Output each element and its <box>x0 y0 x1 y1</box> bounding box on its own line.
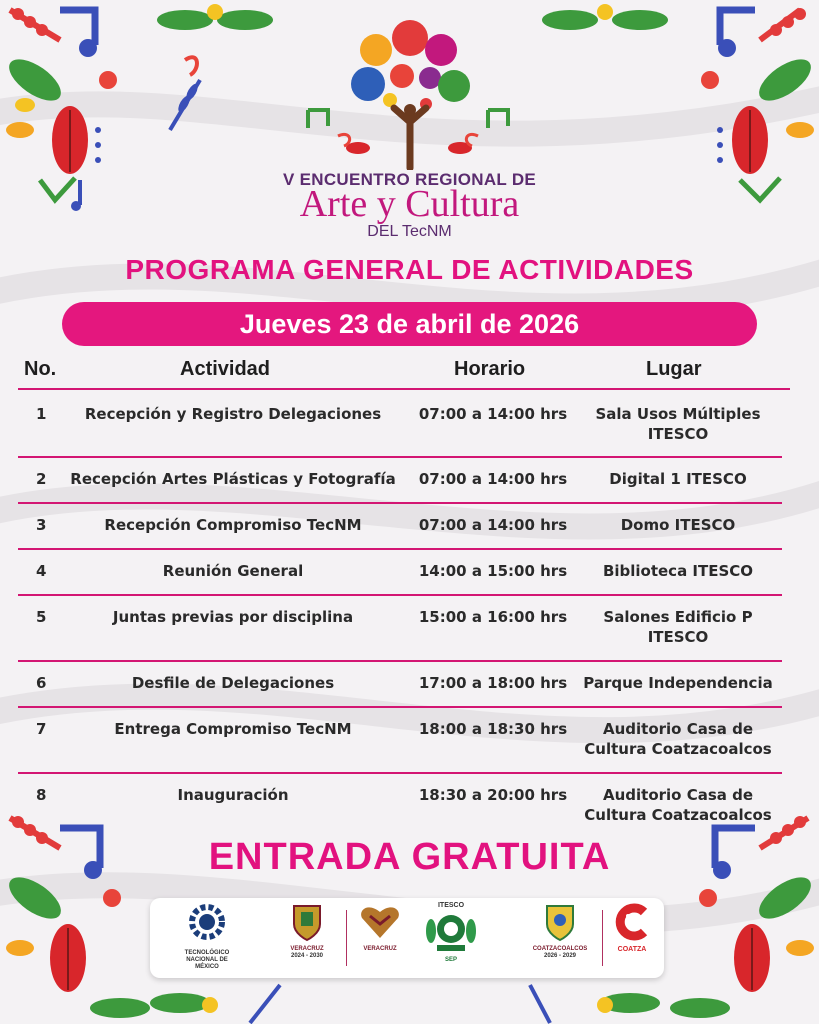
row-activity: Reunión General <box>162 562 304 580</box>
event-edition-line: V ENCUENTRO REGIONAL DE <box>282 170 537 189</box>
coatzacoalcos-city-logo <box>522 902 598 960</box>
veracruz-government-period: 2024 - 2030 <box>290 953 324 959</box>
schedule-table <box>18 356 790 390</box>
table-row <box>18 708 782 774</box>
heart-pattern-icon <box>358 902 402 942</box>
row-activity: Juntas previas por disciplina <box>112 608 354 626</box>
row-schedule: 15:00 a 16:00 hrs <box>418 608 568 626</box>
coatza-c-icon <box>614 902 650 942</box>
table-row <box>18 774 782 834</box>
header-schedule: Horario <box>454 358 526 380</box>
table-row <box>18 458 782 504</box>
event-organizer: DEL TecNM <box>367 223 452 240</box>
row-place: Auditorio Casa de Cultura Coatzacoalcos <box>584 786 772 824</box>
row-place: Parque Independencia <box>583 674 773 692</box>
row-activity: Entrega Compromiso TecNM <box>114 720 352 738</box>
itesco-label: ITESCO <box>437 902 465 909</box>
coatzacoalcos-shield-icon <box>543 902 577 942</box>
coatza-logo <box>606 902 658 953</box>
itesco-crest-icon <box>423 909 479 953</box>
divider <box>346 910 347 966</box>
itesco-logo <box>418 902 484 964</box>
row-place: Digital 1 ITESCO <box>609 470 747 488</box>
coatzacoalcos-label: COATZACOALCOS <box>532 946 588 952</box>
row-number: 4 <box>36 562 47 580</box>
date-banner: Jueves 23 de abril de 2026 <box>62 302 757 346</box>
table-row <box>18 596 782 662</box>
free-entry-banner: ENTRADA GRATUITA <box>208 836 611 878</box>
row-place: Salones Edificio P ITESCO <box>603 608 753 646</box>
row-schedule: 18:00 a 18:30 hrs <box>418 720 568 738</box>
event-name: Arte y Cultura <box>299 183 520 225</box>
row-number: 2 <box>36 470 47 488</box>
event-tree-logo <box>298 18 523 170</box>
floral-decoration-bottom-center <box>150 975 670 1024</box>
table-row <box>18 662 782 708</box>
row-schedule: 07:00 a 14:00 hrs <box>418 516 568 534</box>
header-activity: Actividad <box>180 358 271 380</box>
row-activity: Recepción Artes Plásticas y Fotografía <box>70 470 396 488</box>
veracruz-government-logo <box>274 902 340 960</box>
header-place: Lugar <box>646 358 702 380</box>
row-activity: Recepción y Registro Delegaciones <box>84 405 382 423</box>
sponsor-logos-bar <box>150 898 664 978</box>
floral-decoration-top-center-left <box>140 0 290 150</box>
veracruz-shield-icon <box>290 902 324 942</box>
floral-decoration-top-center-right <box>530 0 680 60</box>
row-activity: Recepción Compromiso TecNM <box>104 516 362 534</box>
sep-label: SEP <box>444 957 457 963</box>
tecnm-label: TECNOLÓGICO NACIONAL DE MÉXICO <box>184 950 230 970</box>
row-number: 8 <box>36 786 47 804</box>
program-title: PROGRAMA GENERAL DE ACTIVIDADES <box>125 254 694 285</box>
row-schedule: 14:00 a 15:00 hrs <box>418 562 568 580</box>
table-row <box>18 392 782 458</box>
row-schedule: 07:00 a 14:00 hrs <box>418 405 568 423</box>
por-amor-veracruz-logo <box>350 902 410 953</box>
divider <box>602 910 603 966</box>
header-number: No. <box>24 358 57 380</box>
gear-icon <box>187 902 227 946</box>
row-place: Sala Usos Múltiples ITESCO <box>595 405 761 443</box>
row-place: Biblioteca ITESCO <box>602 562 754 580</box>
row-number: 1 <box>36 405 47 423</box>
row-number: 7 <box>36 720 47 738</box>
row-activity: Desfile de Delegaciones <box>131 674 335 692</box>
row-number: 3 <box>36 516 47 534</box>
coatzacoalcos-period: 2026 - 2029 <box>543 953 577 959</box>
row-schedule: 17:00 a 18:00 hrs <box>418 674 568 692</box>
row-activity: Inauguración <box>177 786 289 804</box>
row-place: Domo ITESCO <box>620 516 736 534</box>
tecnm-logo <box>174 902 240 971</box>
row-schedule: 18:30 a 20:00 hrs <box>418 786 568 804</box>
veracruz-government-label: VERACRUZ <box>290 946 324 952</box>
row-number: 5 <box>36 608 47 626</box>
row-place: Auditorio Casa de Cultura Coatzacoalcos <box>584 720 772 758</box>
row-schedule: 07:00 a 14:00 hrs <box>418 470 568 488</box>
table-row <box>18 550 782 596</box>
coatza-label: COATZA <box>617 946 647 953</box>
por-amor-label: VERACRUZ <box>363 946 397 952</box>
table-row <box>18 504 782 550</box>
table-header <box>18 356 790 390</box>
row-number: 6 <box>36 674 47 692</box>
